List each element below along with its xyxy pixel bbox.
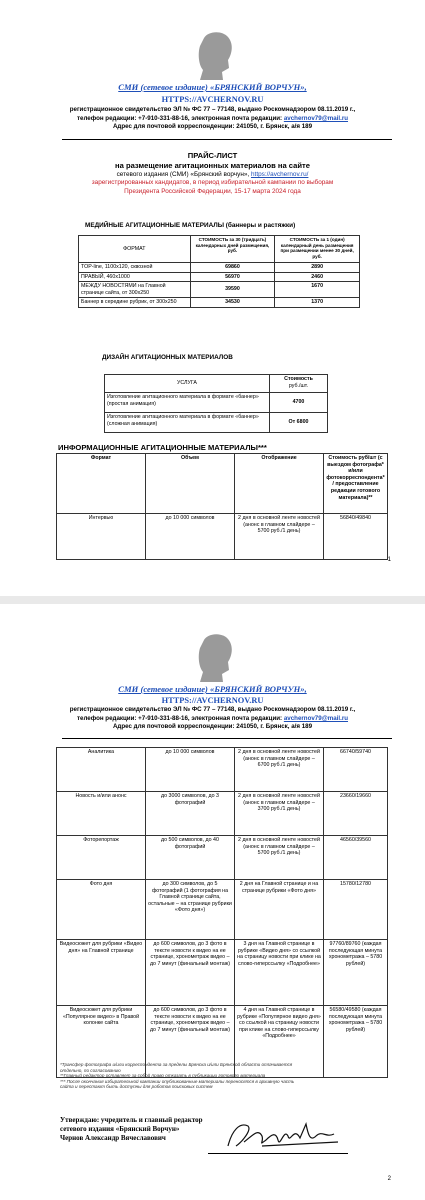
address-line: Адрес для почтовой корреспонденции: 241050, г. Брянск, а/я 189	[112, 123, 313, 131]
col-service: УСЛУГА	[105, 375, 270, 393]
footnotes	[60, 1062, 300, 1090]
cell-service: Изготовление агитационного материала в формате «баннер» (простая анимация)	[105, 393, 270, 413]
table-row	[57, 792, 388, 836]
table-row	[79, 263, 360, 273]
cell-display: 4 дня на Главной странице в рубрике «Популярное видео дня» со ссылкой на страницу новости при клике на слово-гиперссылку «Подробнее»	[235, 1006, 324, 1078]
cell-cost: 15780/12780	[324, 880, 388, 940]
table-row	[105, 393, 328, 413]
cell-format: Фото дня	[57, 880, 146, 940]
media-section-title: МЕДИЙНЫЕ АГИТАЦИОННЫЕ МАТЕРИАЛЫ (баннеры и растяжки)	[85, 222, 296, 229]
price-list-title: ПРАЙС-ЛИСТ	[187, 151, 238, 160]
table-row	[57, 940, 388, 1006]
price-list-subtitle: на размещение агитационных материалов на сайте	[115, 161, 310, 170]
cell-volume: до 500 символов, до 40 фотографий	[146, 836, 235, 880]
design-section-title: ДИЗАЙН АГИТАЦИОННЫХ МАТЕРИАЛОВ	[102, 354, 233, 361]
col-cost1: СТОИМОСТЬ за 1 (один) календарный день размещения при размещении менее 30 дней, руб.	[275, 236, 360, 263]
cell-display: 2 дня в основной ленте новостей (анонс в главном слайдере – 6700 руб./1 день)	[235, 748, 324, 792]
price-list-desc	[0, 171, 425, 196]
outlet-text: сетевого издания (СМИ) «Брянский ворчун»,	[116, 171, 250, 178]
info-price-table	[56, 453, 388, 560]
media-price-table	[78, 235, 360, 308]
cell-cost: 46560/39560	[324, 836, 388, 880]
cell-format: Интервью	[57, 514, 146, 560]
phone-text: телефон редакции: +7-910-331-88-16, электронная почта редакции:	[76, 714, 283, 722]
cell-format: Аналитика	[57, 748, 146, 792]
table-row	[79, 282, 360, 298]
col-cost	[270, 375, 328, 393]
cell-volume: до 10 000 символов	[146, 748, 235, 792]
cell-cost30: 39590	[190, 282, 275, 298]
cell-display: 3 дня на Главной странице в рубрике «Видео дня» со ссылкой на страницу новости при клике на слово-гиперссылку «Подробнее»	[235, 940, 324, 1006]
table-row	[57, 514, 388, 560]
table-row	[57, 748, 388, 792]
cell-format: Видеосюжет для рубрики «Видео дня» на Главной странице	[57, 940, 146, 1006]
cell-volume: до 3000 символов, до 3 фотографий	[146, 792, 235, 836]
cell-cost: 66740/59740	[324, 748, 388, 792]
footnote: *** После окончания избирательной кампании опубликованные материалы переносятся в архивную часть сайта и перестают быть доступны для роботов поисковых систем	[60, 1078, 295, 1090]
cell-cost1: 2890	[275, 263, 360, 273]
cell-volume: до 300 символов, до 5 фотографий (1 фотография на Главной странице сайта, остальные – на странице рубрики «Фото дня»)	[146, 880, 235, 940]
table-row	[57, 880, 388, 940]
design-price-table	[104, 374, 328, 433]
publication-name[interactable]: СМИ (сетевое издание) «БРЯНСКИЙ ВОРЧУН»,	[118, 684, 307, 694]
registration-info	[0, 706, 425, 732]
cell-display: 2 дня в основной ленте новостей (анонс в главном слайдере – 5700 руб./1 день)	[235, 514, 324, 560]
email-link[interactable]: avchernov79@mail.ru	[283, 114, 349, 122]
cell-display: 2 дня на Главной странице и на странице рубрики «Фото дня»	[235, 880, 324, 940]
info-section-title: ИНФОРМАЦИОННЫЕ АГИТАЦИОННЫЕ МАТЕРИАЛЫ***	[58, 443, 267, 452]
table-row	[79, 272, 360, 282]
header-divider	[62, 139, 392, 140]
publication-name[interactable]: СМИ (сетевое издание) «БРЯНСКИЙ ВОРЧУН»,	[118, 82, 307, 92]
col-cost: Стоимость руб/шт (с выездом фотографа* и/или фотокорреспондента* / предоставление редакции готового материала)**	[324, 454, 388, 514]
header-divider	[62, 738, 392, 739]
footnote: **Главный редактор оставляет за собой право отказать в публикации готового материала	[60, 1073, 266, 1079]
col-volume: Объем	[146, 454, 235, 514]
registration-info	[0, 106, 425, 132]
cell-cost1: 2460	[275, 272, 360, 282]
campaign-line: зарегистрированных кандидатов, в период избирательной кампании по выборам	[91, 179, 334, 187]
cell-cost: От 6800	[270, 413, 328, 433]
site-url[interactable]: HTTPS://AVCHERNOV.RU	[161, 696, 264, 705]
email-link[interactable]: avchernov79@mail.ru	[283, 714, 349, 722]
cell-cost30: 56970	[190, 272, 275, 282]
cost-unit: руб./шт.	[288, 382, 309, 389]
cell-volume: до 600 символов, до 3 фото в тексте новости к видео на ее странице, хронометраж видео – до 7 минут (финальный монтаж)	[146, 940, 235, 1006]
cell-format: МЕЖДУ НОВОСТЯМИ на Главной странице сайта, от 300x250	[79, 282, 191, 298]
contacts-line	[0, 115, 425, 124]
info-price-table-cont	[56, 747, 388, 1078]
cell-cost: 4700	[270, 393, 328, 413]
cell-display: 2 дня в основной ленте новостей (анонс в главном слайдере – 5700 руб./1 день)	[235, 836, 324, 880]
cell-format: Видеосюжет для рубрики «Популярное видео» в Правой колонке сайта	[57, 1006, 146, 1078]
page-number: 1	[387, 557, 391, 563]
cell-cost: 97760/89760 (каждая последующая минута хронометража – 5780 рублей)	[324, 940, 388, 1006]
cell-cost: 56840/49840	[324, 514, 388, 560]
col-display: Отображение	[235, 454, 324, 514]
profile-silhouette-logo	[194, 30, 236, 80]
approval-line-1: Утверждаю: учредитель и главный редактор	[60, 1116, 203, 1124]
site-url[interactable]: HTTPS://AVCHERNOV.RU	[161, 95, 264, 104]
cell-cost1: 1670	[275, 282, 360, 298]
campaign-dates: Президента Российской Федерации, 15-17 марта 2024 года	[124, 187, 301, 195]
cell-format: Новость и/или анонс	[57, 792, 146, 836]
outlet-link[interactable]: https://avchernov.ru/	[250, 171, 309, 178]
table-row	[105, 413, 328, 433]
cell-format: Фоторепортаж	[57, 836, 146, 880]
cell-volume: до 10 000 символов	[146, 514, 235, 560]
approval-line-3: Чернов Александр Вячеславович	[60, 1134, 166, 1142]
cell-format: ПРАВЫЙ, 460x1000	[79, 272, 191, 282]
cell-cost30: 69860	[190, 263, 275, 273]
cost-heading: Стоимость	[284, 376, 313, 382]
page-number: 2	[387, 1176, 391, 1182]
phone-text: телефон редакции: +7-910-331-88-16, электронная почта редакции:	[76, 114, 283, 122]
cell-format: Баннер в середине рубрик, от 300x250	[79, 298, 191, 308]
address-line: Адрес для почтовой корреспонденции: 241050, г. Брянск, а/я 189	[112, 723, 313, 731]
col-format: ФОРМАТ	[79, 236, 191, 263]
approval-line-2: сетевого издания «Брянский Ворчун»	[60, 1125, 180, 1133]
cell-service: Изготовление агитационного материала в формате «баннер» (сложная анимация)	[105, 413, 270, 433]
cell-cost30: 34530	[190, 298, 275, 308]
footnote: *Трансфер фотографа и/или корреспондента за пределы Брянска и/или Брянской области оплачивается отдельно, по согласованию	[60, 1062, 293, 1073]
cell-cost: 23660/19660	[324, 792, 388, 836]
cell-cost: 56580/49580 (каждая последующая минута хронометража – 5780 рублей)	[324, 1006, 388, 1078]
registration-line: регистрационное свидетельство ЭЛ № ФС 77 – 77148, выдано Роскомнадзором 08.11.2019 г.,	[69, 706, 356, 713]
table-row	[57, 836, 388, 880]
page-1	[0, 0, 425, 596]
handwritten-signature	[218, 1116, 348, 1156]
table-row	[79, 298, 360, 308]
cell-display: 2 дня в основной ленте новостей (анонс в главном слайдере – 3700 руб./1 день)	[235, 792, 324, 836]
cell-cost1: 1370	[275, 298, 360, 308]
cell-volume: до 600 символов, до 3 фото в тексте новости к видео на ее странице, хронометраж видео – до 7 минут (финальный монтаж)	[146, 1006, 235, 1078]
page-2	[0, 604, 425, 1200]
profile-silhouette-logo	[194, 632, 236, 682]
registration-line: регистрационное свидетельство ЭЛ № ФС 77 – 77148, выдано Роскомнадзором 08.11.2019 г.,	[69, 106, 356, 113]
approval-block	[60, 1116, 203, 1143]
col-format: Формат	[57, 454, 146, 514]
cell-format: TOP-line, 1100x120, сквозной	[79, 263, 191, 273]
col-cost30: СТОИМОСТЬ за 30 (тридцать) календарных дней размещения, руб.	[190, 236, 275, 263]
contacts-line	[0, 715, 425, 724]
